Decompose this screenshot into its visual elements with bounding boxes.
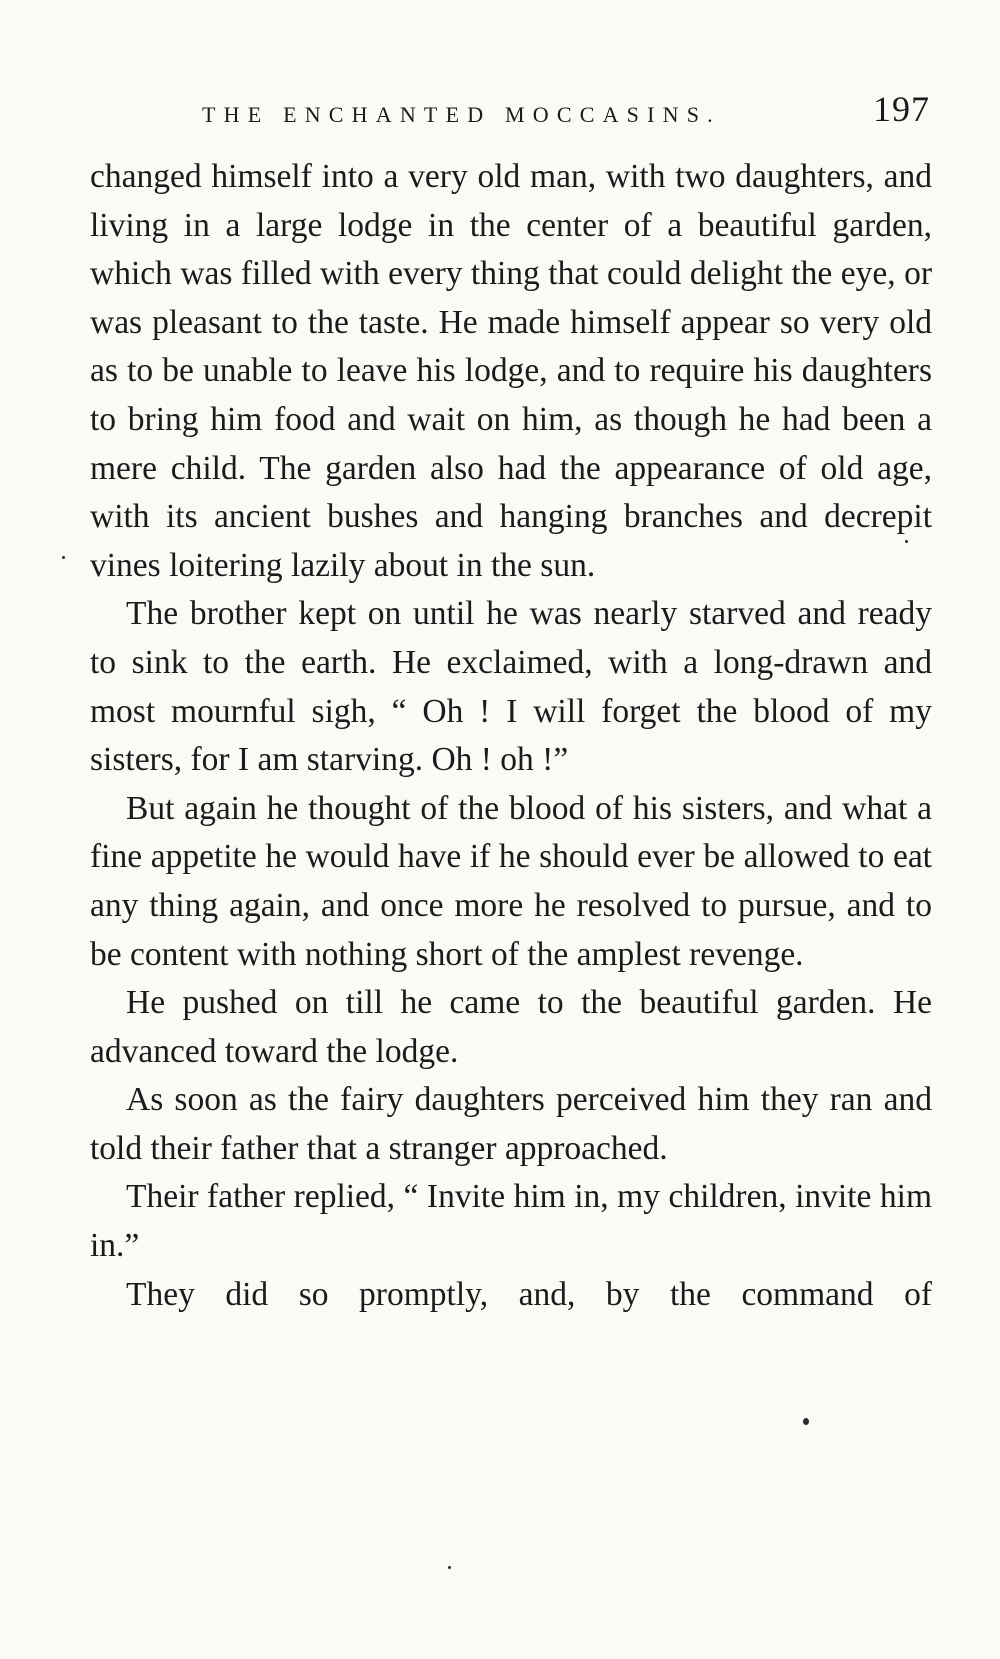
paragraph: The brother kept on until he was nearly starved and ready to sink to the earth. He exclaimed, with a long-drawn and most mournful sigh, “ Oh ! I will forget the blood of my sisters, for I am starving. Oh ! oh !” xyxy=(90,595,932,779)
running-title: THE ENCHANTED MOCCASINS. xyxy=(202,102,721,127)
paragraph: As soon as the fairy daughters perceived him they ran and told their father that a stranger approached. xyxy=(90,1081,932,1167)
paragraph: But again he thought of the blood of his sisters, and what a fine appetite he would have if he should ever be allowed to eat any thing again, and once more he resolved to pursue, and to be content with nothing short of the amplest revenge. xyxy=(90,789,932,973)
paragraph-continued: changed himself into a very old man, with two daughters, and living in a large lodge in the center of a beautiful garden, which was filled with every thing that could delight the eye, or was pleasant to the taste. He made himself appear so very old as to be unable to leave his lodge, and to require his daughters to bring him food and wait on him, as though he had been a mere child. The garden also had the appearance of old age, with its ancient bushes and hanging branches and decrepit vines loitering lazily about in the sun. xyxy=(90,158,932,584)
ink-speck xyxy=(448,1566,451,1569)
paragraph: Their father replied, “ Invite him in, my children, invite him in.” xyxy=(90,1178,932,1265)
ink-speck xyxy=(905,540,908,543)
ink-speck xyxy=(62,556,65,559)
paragraph-continues: They did so promptly, and, by the command of xyxy=(126,1275,932,1313)
paragraph: He pushed on till he came to the beautiful garden. He advanced toward the lodge. xyxy=(90,984,932,1070)
ink-speck xyxy=(803,1418,809,1425)
page-number: 197 xyxy=(873,89,930,129)
running-head xyxy=(90,88,930,134)
body-text xyxy=(90,153,932,1319)
